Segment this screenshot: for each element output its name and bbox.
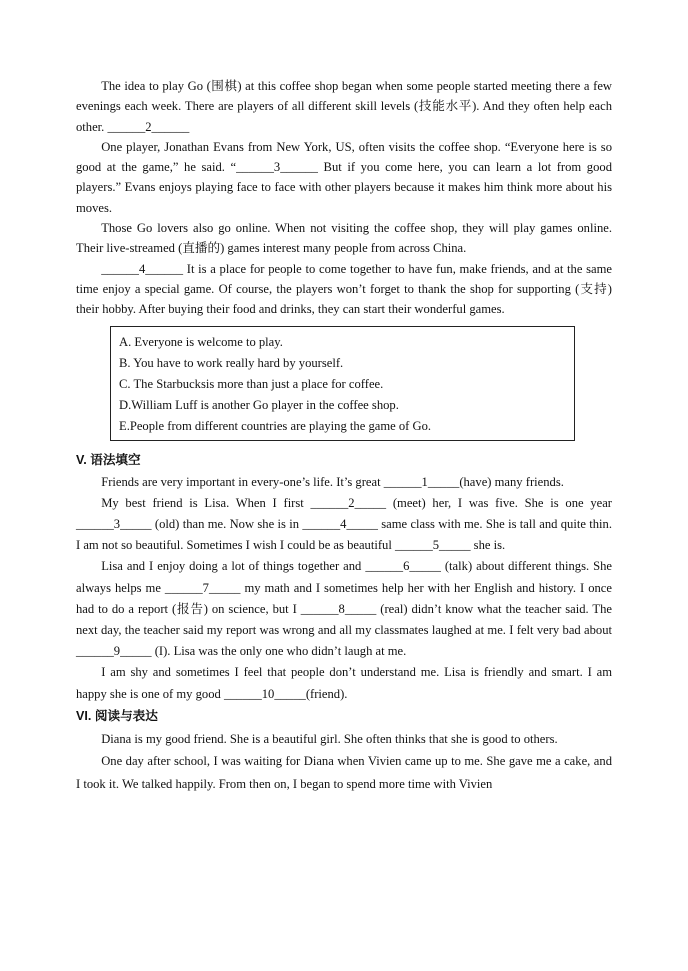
grammar-cloze-section	[76, 450, 612, 705]
option-b: B. You have to work really hard by yourself.	[119, 355, 344, 370]
section-title-vi: VI. 阅读与表达	[76, 708, 158, 723]
option-c: C. The Starbucksis more than just a place for coffee.	[119, 376, 384, 391]
cloze-paragraph-4: I am shy and sometimes I feel that people don’t understand me. Lisa is friendly and smart. I am happy she is one of my good ______10_____(friend).	[76, 665, 612, 701]
options-box	[110, 326, 575, 441]
expression-paragraph-1: Diana is my good friend. She is a beautiful girl. She often thinks that she is good to others.	[101, 731, 558, 746]
section-title-v: V. 语法填空	[76, 452, 141, 467]
cloze-paragraph-3: Lisa and I enjoy doing a lot of things together and ______6_____ (talk) about different things. She always helps me ______7_____ my math and I sometimes help her with her English and history. I once had to do a report (报告) on science, but I ______8_____ (real) didn’t know what the teacher said. The next day, the teacher said my report was wrong and all my classmates laughed at me. I felt very bad about ______9_____ (I). Lisa was the only one who didn’t laugh at me.	[76, 559, 612, 659]
passage-paragraph-2: One player, Jonathan Evans from New York, US, often visits the coffee shop. “Everyone here is so good at the game,” he said. “______3______ But if you come here, you can learn a lot from good players.” Evans enjoys playing face to face with other players because it makes him think more about his moves.	[76, 139, 612, 215]
document-content	[76, 76, 612, 796]
option-e: E.People from different countries are playing the game of Go.	[119, 418, 432, 433]
option-a: A. Everyone is welcome to play.	[119, 334, 283, 349]
cloze-paragraph-2: My best friend is Lisa. When I first ______2_____ (meet) her, I was five. She is one year ______3_____ (old) than me. Now she is in ______4_____ same class with me. She is tall and quite thin. I am not so beautiful. Sometimes I wish I could be as beautiful ______5_____ she is.	[76, 495, 612, 553]
option-d: D.William Luff is another Go player in the coffee shop.	[119, 397, 399, 412]
passage-paragraph-1: The idea to play Go (围棋) at this coffee shop began when some people started meeting there a few evenings each week. There are players of all different skill levels (技能水平). And they often help each other. ______2______	[76, 79, 612, 134]
passage-paragraph-3: Those Go lovers also go online. When not visiting the coffee shop, they will play games online. Their live-streamed (直播的) games interest many people from across China.	[76, 221, 612, 256]
passage-paragraph-4: ______4______ It is a place for people to come together to have fun, make friends, and at the same time enjoy a special game. Of course, the players won’t forget to thank the shop for supporting (支持) their hobby. After buying their food and drinks, they can start their wonderful games.	[76, 261, 612, 317]
cloze-paragraph-1: Friends are very important in every-one’s life. It’s great ______1_____(have) many friends.	[101, 474, 564, 489]
reading-passage	[76, 76, 612, 320]
expression-paragraph-2: One day after school, I was waiting for Diana when Vivien came up to me. She gave me a cake, and I took it. We talked happily. From then on, I began to spend more time with Vivien	[76, 754, 612, 791]
reading-expression-section	[76, 706, 612, 796]
